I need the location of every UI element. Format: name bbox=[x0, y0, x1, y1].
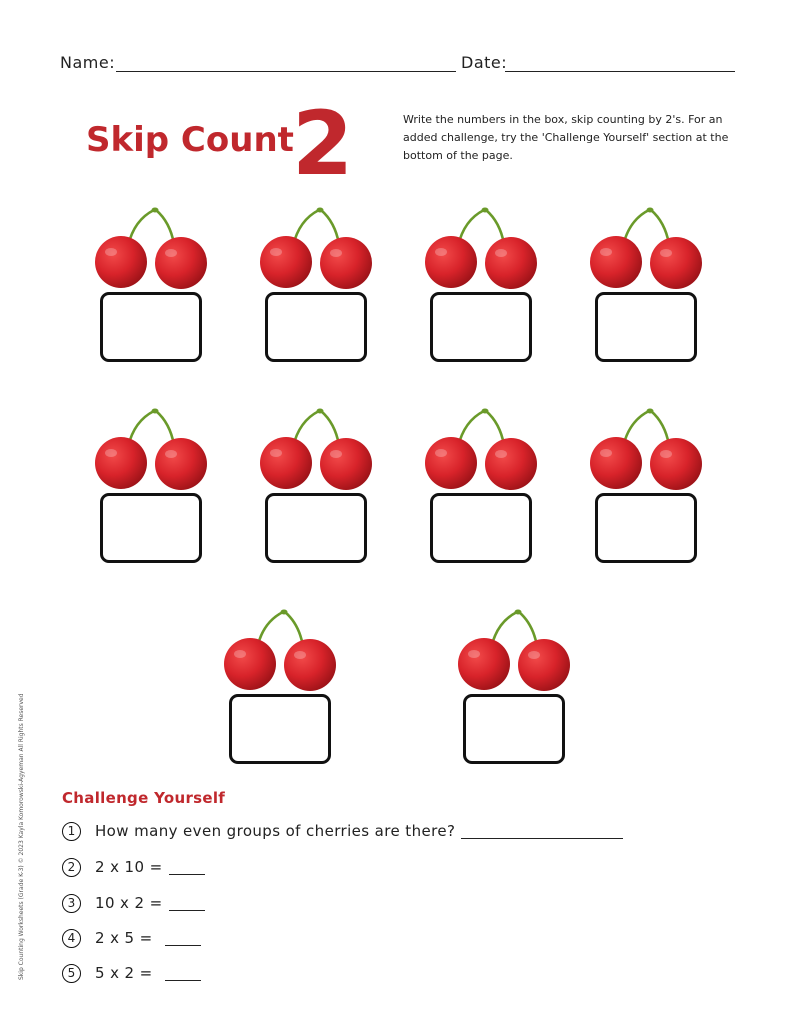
answer-line-3[interactable] bbox=[169, 896, 205, 911]
cherries-icon bbox=[589, 206, 709, 292]
cherries-icon bbox=[259, 407, 379, 493]
challenge-title: Challenge Yourself bbox=[62, 789, 226, 807]
answer-box-4[interactable] bbox=[595, 292, 697, 362]
question-text: 2 x 10 = bbox=[95, 858, 163, 876]
answer-box-9[interactable] bbox=[229, 694, 331, 764]
name-line[interactable] bbox=[116, 71, 456, 72]
cherries-icon bbox=[223, 608, 343, 694]
answer-line-4[interactable] bbox=[165, 931, 201, 946]
answer-box-1[interactable] bbox=[100, 292, 202, 362]
answer-line-2[interactable] bbox=[169, 860, 205, 875]
answer-box-3[interactable] bbox=[430, 292, 532, 362]
answer-box-6[interactable] bbox=[265, 493, 367, 563]
answer-box-5[interactable] bbox=[100, 493, 202, 563]
answer-box-2[interactable] bbox=[265, 292, 367, 362]
cherries-icon bbox=[94, 407, 214, 493]
question-text: 5 x 2 = bbox=[95, 964, 153, 982]
cherries-icon bbox=[424, 206, 544, 292]
answer-line-1[interactable] bbox=[461, 824, 623, 839]
cherry-group-5 bbox=[94, 407, 214, 567]
instructions: Write the numbers in the box, skip counting by 2's. For an added challenge, try the 'Challenge Yourself' section at the bottom of the page. bbox=[403, 113, 729, 162]
cherry-group-7 bbox=[424, 407, 544, 567]
question-text: 10 x 2 = bbox=[95, 894, 163, 912]
cherry-group-4 bbox=[589, 206, 709, 366]
question-2 bbox=[62, 855, 205, 879]
answer-box-8[interactable] bbox=[595, 493, 697, 563]
date-line[interactable] bbox=[505, 71, 735, 72]
cherry-group-2 bbox=[259, 206, 379, 366]
cherries-icon bbox=[457, 608, 577, 694]
question-3 bbox=[62, 891, 205, 915]
question-4 bbox=[62, 926, 201, 950]
cherry-group-8 bbox=[589, 407, 709, 567]
cherries-icon bbox=[424, 407, 544, 493]
cherry-group-1 bbox=[94, 206, 214, 366]
page-title: Skip Count bbox=[86, 120, 294, 160]
question-number: 4 bbox=[62, 929, 81, 948]
question-text: 2 x 5 = bbox=[95, 929, 153, 947]
cherry-group-9 bbox=[223, 608, 343, 768]
cherries-icon bbox=[259, 206, 379, 292]
question-number: 5 bbox=[62, 964, 81, 983]
question-text: How many even groups of cherries are there? bbox=[95, 822, 456, 840]
answer-box-7[interactable] bbox=[430, 493, 532, 563]
answer-line-5[interactable] bbox=[165, 966, 201, 981]
cherry-group-3 bbox=[424, 206, 544, 366]
question-5 bbox=[62, 961, 201, 985]
cherries-icon bbox=[94, 206, 214, 292]
date-label: Date: bbox=[461, 53, 508, 72]
question-number: 3 bbox=[62, 894, 81, 913]
cherry-group-6 bbox=[259, 407, 379, 567]
answer-box-10[interactable] bbox=[463, 694, 565, 764]
cherry-group-10 bbox=[457, 608, 577, 768]
cherries-icon bbox=[589, 407, 709, 493]
question-number: 2 bbox=[62, 858, 81, 877]
skip-number: 2 bbox=[292, 92, 354, 195]
copyright-note: Skip Counting Worksheets (Grade K-3) © 2023 Kayla Komorowski-Agyeman All Rights Reserved bbox=[18, 693, 25, 980]
name-label: Name: bbox=[60, 53, 116, 72]
question-number: 1 bbox=[62, 822, 81, 841]
question-1 bbox=[62, 819, 623, 843]
